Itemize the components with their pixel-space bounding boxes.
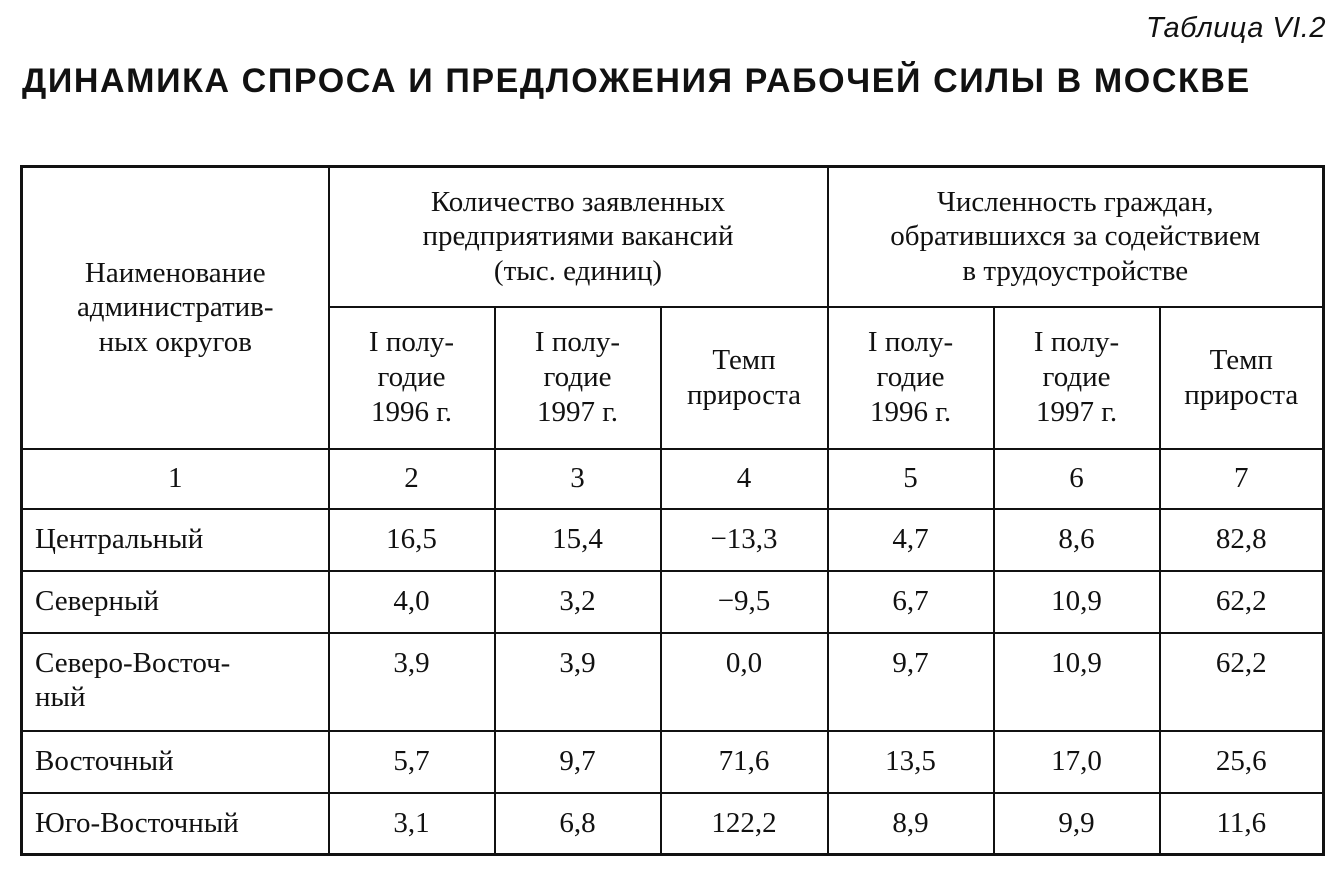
table-row [22, 731, 1324, 793]
column-number: 2 [329, 449, 495, 509]
cell-vacancies-1996: 3,1 [329, 793, 495, 855]
cell-citizens-growth: 25,6 [1160, 731, 1324, 793]
district-name: Юго-Восточный [22, 793, 329, 855]
column-number: 3 [495, 449, 661, 509]
subheader-citizens-growth: Темп прироста [1160, 307, 1324, 449]
cell-citizens-1997: 10,9 [994, 571, 1160, 633]
table-row [22, 633, 1324, 731]
table-label: Таблица VI.2 [1145, 12, 1326, 44]
cell-vacancies-growth: −13,3 [661, 509, 828, 571]
cell-vacancies-growth: 0,0 [661, 633, 828, 731]
column-number: 6 [994, 449, 1160, 509]
cell-citizens-1997: 9,9 [994, 793, 1160, 855]
cell-citizens-1996: 4,7 [828, 509, 994, 571]
cell-citizens-1996: 8,9 [828, 793, 994, 855]
cell-citizens-1997: 8,6 [994, 509, 1160, 571]
cell-citizens-growth: 62,2 [1160, 633, 1324, 731]
header-citizens: Численность граждан, обратившихся за содействием в трудоустройстве [828, 167, 1324, 307]
column-number: 7 [1160, 449, 1324, 509]
cell-citizens-growth: 62,2 [1160, 571, 1324, 633]
cell-citizens-growth: 82,8 [1160, 509, 1324, 571]
cell-vacancies-1996: 3,9 [329, 633, 495, 731]
cell-vacancies-growth: −9,5 [661, 571, 828, 633]
cell-citizens-1997: 17,0 [994, 731, 1160, 793]
cell-vacancies-1997: 9,7 [495, 731, 661, 793]
cell-citizens-1997: 10,9 [994, 633, 1160, 731]
page-title: ДИНАМИКА СПРОСА И ПРЕДЛОЖЕНИЯ РАБОЧЕЙ СИЛЫ В МОСКВЕ [22, 62, 1251, 100]
cell-citizens-1996: 13,5 [828, 731, 994, 793]
cell-vacancies-1996: 4,0 [329, 571, 495, 633]
subheader-vacancies-1997: I полу- годие 1997 г. [495, 307, 661, 449]
subheader-citizens-1997: I полу- годие 1997 г. [994, 307, 1160, 449]
district-name: Северный [22, 571, 329, 633]
cell-citizens-1996: 9,7 [828, 633, 994, 731]
subheader-citizens-1996: I полу- годие 1996 г. [828, 307, 994, 449]
cell-citizens-growth: 11,6 [1160, 793, 1324, 855]
cell-vacancies-1997: 3,9 [495, 633, 661, 731]
district-name: Восточный [22, 731, 329, 793]
cell-vacancies-1997: 3,2 [495, 571, 661, 633]
cell-vacancies-growth: 122,2 [661, 793, 828, 855]
column-number: 1 [22, 449, 329, 509]
header-district: Наименование административ- ных округов [22, 167, 329, 449]
table-row [22, 793, 1324, 855]
cell-vacancies-1996: 5,7 [329, 731, 495, 793]
table-row [22, 571, 1324, 633]
cell-citizens-1996: 6,7 [828, 571, 994, 633]
column-number: 4 [661, 449, 828, 509]
header-vacancies: Количество заявленных предприятиями вакансий (тыс. единиц) [329, 167, 828, 307]
column-number-row [22, 449, 1324, 509]
cell-vacancies-1997: 6,8 [495, 793, 661, 855]
cell-vacancies-1996: 16,5 [329, 509, 495, 571]
district-name: Северо-Восточ- ный [22, 633, 329, 731]
subheader-vacancies-1996: I полу- годие 1996 г. [329, 307, 495, 449]
cell-vacancies-1997: 15,4 [495, 509, 661, 571]
district-name: Центральный [22, 509, 329, 571]
cell-vacancies-growth: 71,6 [661, 731, 828, 793]
data-table [20, 165, 1325, 856]
subheader-vacancies-growth: Темп прироста [661, 307, 828, 449]
column-number: 5 [828, 449, 994, 509]
table-row [22, 509, 1324, 571]
